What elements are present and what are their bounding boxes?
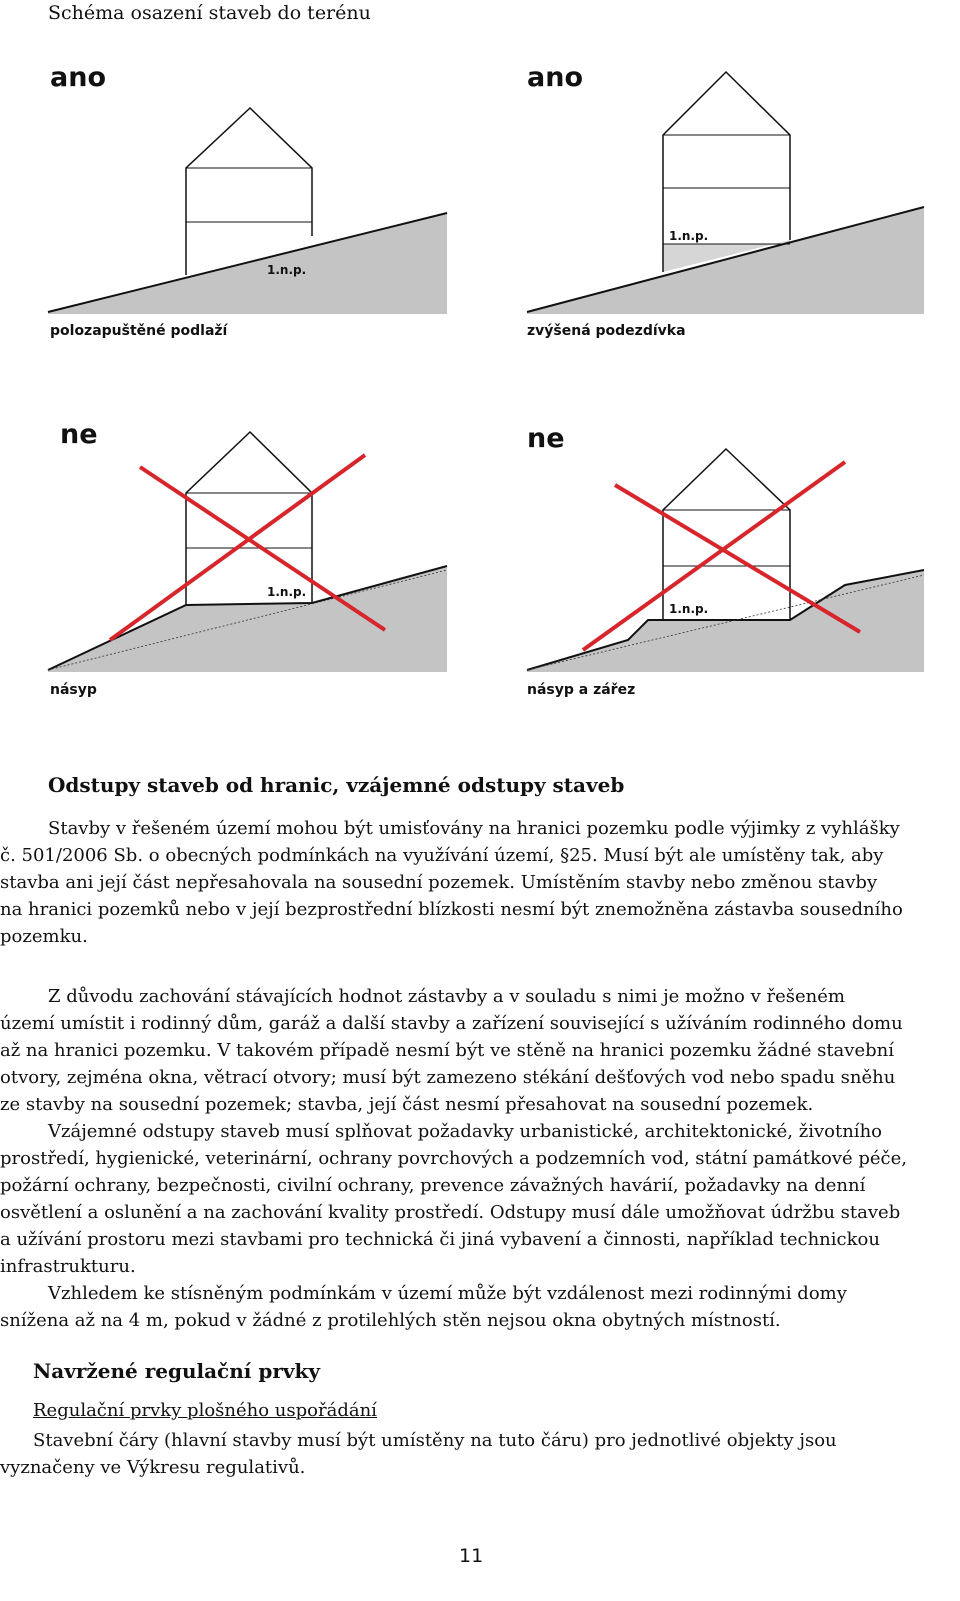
text-line: osvětlení a oslunění a na zachování kvality prostředí. Odstupy musí dále umožňovat údržbu staveb	[0, 1202, 901, 1223]
page-number: 11	[459, 1545, 484, 1567]
paragraph-1	[0, 815, 960, 950]
text-line: na hranici pozemků nebo v její bezprostřední blízkosti nesmí být znemožněna zástavba sousedního	[0, 899, 903, 920]
text-line: snížena až na 4 m, pokud v žádné z protilehlých stěn nejsou okna obytných místností.	[0, 1310, 781, 1331]
text-line: stavba ani její část nepřesahovala na sousední pozemek. Umístěním stavby nebo změnou stavby	[0, 872, 878, 893]
diagram-3-verdict: ne	[60, 419, 98, 450]
section-heading-setbacks: Odstupy staveb od hranic, vzájemné odstupy staveb	[48, 773, 625, 797]
diagram-3-floor-label: 1.n.p.	[267, 585, 307, 599]
diagram-1-caption: polozapuštěné podlaží	[50, 323, 228, 339]
text-line: prostředí, hygienické, veterinární, ochrany povrchových a podzemních vod, státní památkové péče,	[0, 1148, 908, 1169]
text-line: pozemku.	[0, 926, 88, 947]
text-line: Stavební čáry (hlavní stavby musí být umístěny na tuto čáru) pro jednotlivé objekty jsou	[33, 1430, 837, 1451]
diagram-2-verdict: ano	[527, 62, 583, 93]
subheading-spatial-regulation	[33, 1400, 377, 1421]
diagram-4-caption: násyp a zářez	[527, 682, 636, 698]
diagram-4-verdict: ne	[527, 423, 565, 454]
section-heading-regulation: Navržené regulační prvky	[33, 1359, 320, 1383]
diagram-2-floor-label: 1.n.p.	[669, 229, 709, 243]
text-line: až na hranici pozemku. V takovém případě nesmí být ve stěně na hranici pozemku žádné stavební	[0, 1040, 894, 1061]
text-line: Z důvodu zachování stávajících hodnot zástavby a v souladu s nimi je možno v řešeném	[48, 986, 845, 1007]
text-line: území umístit i rodinný dům, garáž a další stavby a zařízení související s užíváním rodinného domu	[0, 1013, 903, 1034]
figure-caption: Schéma osazení staveb do terénu	[48, 2, 371, 24]
text-line: č. 501/2006 Sb. o obecných podmínkách na využívání území, §25. Musí být ale umístěny tak, aby	[0, 845, 884, 866]
text-line: ze stavby na sousední pozemek; stavba, její část nesmí přesahovat na sousední pozemek.	[0, 1094, 814, 1115]
text-line: požární ochrany, bezpečnosti, civilní ochrany, prevence závažných havárií, požadavky na denní	[0, 1175, 866, 1196]
text-line: Vzhledem ke stísněným podmínkám v území může být vzdálenost mezi rodinnými domy	[48, 1283, 847, 1304]
text-line: infrastrukturu.	[0, 1256, 136, 1277]
text-line: Vzájemné odstupy staveb musí splňovat požadavky urbanistické, architektonické, životního	[48, 1121, 882, 1142]
diagram-1-floor-label: 1.n.p.	[267, 263, 307, 277]
text-line: otvory, zejména okna, větrací otvory; musí být zamezeno stékání dešťových vod nebo spadu sněhu	[0, 1067, 896, 1088]
diagram-4-floor-label: 1.n.p.	[669, 602, 709, 616]
paragraph-3	[0, 1427, 960, 1481]
text-line: vyznačeny ve Výkresu regulativů.	[0, 1457, 306, 1478]
text-line: a užívání prostoru mezi stavbami pro technická či jiná vybavení a činnosti, například technickou	[0, 1229, 880, 1250]
text-line: Stavby v řešeném území mohou být umisťovány na hranici pozemku podle výjimky z vyhlášky	[48, 818, 900, 839]
diagram-4-cross-line-a	[615, 485, 860, 632]
diagram-3-caption: násyp	[50, 682, 97, 698]
paragraph-2	[0, 983, 960, 1334]
diagram-1-verdict: ano	[50, 62, 106, 93]
subheading-text: Regulační prvky plošného uspořádání	[33, 1400, 377, 1421]
diagram-4-house	[663, 449, 790, 620]
diagram-2-caption: zvýšená podezdívka	[527, 323, 686, 339]
